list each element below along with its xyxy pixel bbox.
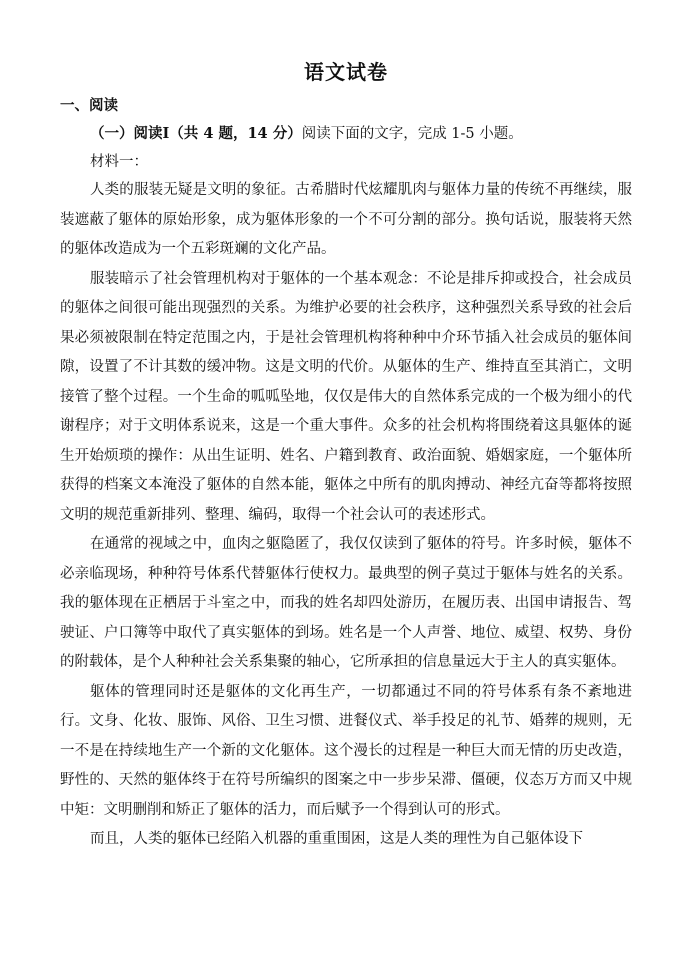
page-title: 语文试卷: [304, 60, 388, 84]
paragraph-5: 而且，人类的躯体已经陷入机器的重重围困，这是人类的理性为自己躯体设下: [90, 831, 583, 847]
paragraph-1: 人类的服装无疑是文明的象征。古希腊时代炫耀肌肉与躯体力量的传统不再继续，服装遮蔽了躯体的原始形象，成为躯体形象的一个不可分割的部分。换句话说，服装将天然的躯体改造成为一个五彩斑斓的文化产品。: [60, 182, 632, 257]
paragraph-4: 躯体的管理同时还是躯体的文化再生产，一切都通过不同的符号体系有条不紊地进行。文身、化妆、服饰、风俗、卫生习惯、进餐仪式、举手投足的礼节、婚葬的规则，无一不是在持续地生产一个新的文化躯体。这个漫长的过程是一种巨大而无情的历史改造，野性的、天然的躯体终于在符号所编织的图案之中一步步呆滞、僵硬，仪态万方而又中规中矩：文明删削和矫正了躯体的活力，而后赋予一个得到认可的形式。: [60, 683, 632, 818]
subsection-instruction: 阅读下面的文字，完成 1-5 小题。: [301, 126, 523, 142]
material-label: 材料一：: [90, 154, 148, 170]
paragraph-2: 服装暗示了社会管理机构对于躯体的一个基本观念：不论是排斥抑或投合，社会成员的躯体之间很可能出现强烈的关系。为维护必要的社会秩序，这种强烈关系导致的社会后果必须被限制在特定范围之内，于是社会管理机构将种种中介环节插入社会成员的躯体间隙，设置了不计其数的缓冲物。这是文明的代价。从躯体的生产、维持直至其消亡，文明接管了整个过程。一个生命的呱呱坠地，仅仅是伟大的自然体系完成的一个极为细小的代谢程序；对于文明体系说来，这是一个重大事件。众多的社会机构将围绕着这具躯体的诞生开始烦琐的操作：从出生证明、姓名、户籍到教育、政治面貌、婚姻家庭，一个躯体所获得的档案文本淹没了躯体的自然本能，躯体之中所有的肌肉搏动、神经亢奋等都将按照文明的规范重新排列、整理、编码，取得一个社会认可的表述形式。: [60, 270, 632, 523]
subsection-bold: （一）阅读Ⅰ（共 4 题，14 分）: [90, 125, 302, 142]
paragraph-3: 在通常的视域之中，血肉之躯隐匿了，我仅仅读到了躯体的符号。许多时候，躯体不必亲临现场，种种符号体系代替躯体行使权力。最典型的例子莫过于躯体与姓名的关系。我的躯体现在正栖居于斗室之中，而我的姓名却四处游历，在履历表、出国申请报告、驾驶证、户口簿等中取代了真实躯体的到场。姓名是一个人声誉、地位、威望、权势、身份的附载体，是个人种种社会关系集聚的轴心，它所承担的信息量远大于主人的真实躯体。: [60, 536, 632, 670]
section-heading: 一、阅读: [60, 97, 118, 114]
exam-page: [60, 58, 632, 855]
subsection-heading: [60, 120, 632, 148]
